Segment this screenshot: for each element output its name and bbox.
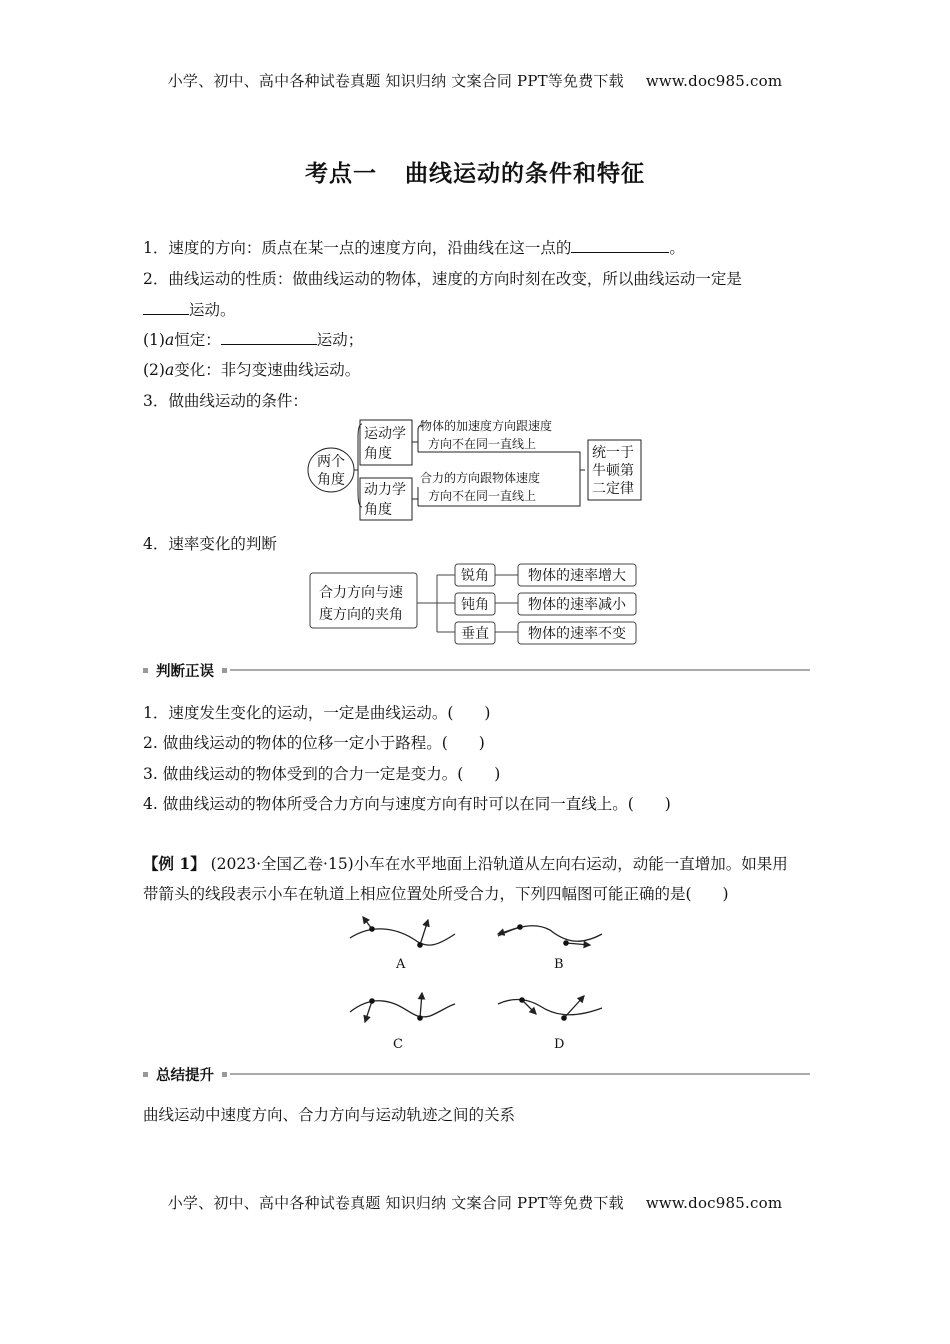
branch2-text-1: 动力学 bbox=[364, 482, 406, 498]
root-text-2: 度方向的夹角 bbox=[319, 607, 403, 623]
header-site[interactable]: www.doc985.com bbox=[645, 72, 783, 90]
row-1-result: 物体的速率增大 bbox=[528, 568, 626, 584]
join-brace bbox=[565, 452, 585, 470]
point-2-end: 运动。 bbox=[189, 301, 236, 319]
example-text-1: (2023·全国乙卷·15)小车在水平地面上沿轨道从左向右运动，动能一直增加。如果用 bbox=[205, 855, 788, 873]
example-label: 【例 1】 bbox=[143, 854, 206, 873]
result-text-2: 牛顿第 bbox=[592, 463, 634, 479]
answer-blank[interactable] bbox=[143, 299, 189, 315]
answer-blank[interactable] bbox=[571, 237, 669, 253]
title-part1: 考点一 bbox=[305, 161, 377, 187]
result-text-1: 统一于 bbox=[592, 445, 634, 461]
branch2-desc-1: 合力的方向跟物体速度 bbox=[420, 471, 541, 485]
point-2a bbox=[143, 328, 363, 350]
page-title bbox=[0, 155, 950, 188]
condition-diagram bbox=[300, 412, 650, 522]
branch2-text-2: 角度 bbox=[364, 502, 392, 518]
point-1-end: 。 bbox=[669, 239, 685, 257]
judge-item-3: 3. 做曲线运动的物体受到的合力一定是变力。( ) bbox=[143, 765, 501, 783]
example-line1 bbox=[143, 852, 788, 874]
point-1 bbox=[143, 236, 685, 258]
point-2b-text: 变化：非匀变速曲线运动。 bbox=[174, 361, 361, 379]
judge-heading: 判断正误 bbox=[156, 663, 214, 680]
point-1-text: 1．速度的方向：质点在某一点的速度方向，沿曲线在这一点的 bbox=[143, 239, 572, 257]
title-part2: 曲线运动的条件和特征 bbox=[405, 161, 645, 187]
option-a-point-1 bbox=[369, 926, 375, 932]
option-d-point-2 bbox=[561, 1015, 567, 1021]
branch1-desc-1: 物体的加速度方向跟速度 bbox=[420, 419, 553, 433]
footer-text: 小学、初中、高中各种试卷真题 知识归纳 文案合同 PPT等免费下载 bbox=[167, 1194, 624, 1212]
header-text: 小学、初中、高中各种试卷真题 知识归纳 文案合同 PPT等免费下载 bbox=[167, 72, 624, 90]
point-2a-prefix: (1) bbox=[143, 331, 165, 349]
center-text-1: 两个 bbox=[317, 454, 345, 470]
option-a-label[interactable]: A bbox=[396, 957, 406, 972]
footer-site[interactable]: www.doc985.com bbox=[645, 1194, 783, 1212]
option-b-force-1 bbox=[498, 927, 520, 934]
accel-symbol: a bbox=[164, 361, 175, 379]
judge-item-4: 4. 做曲线运动的物体所受合力方向与速度方向有时可以在同一直线上。( ) bbox=[143, 795, 671, 813]
option-d-point-1 bbox=[519, 997, 525, 1003]
branch1-text-2: 角度 bbox=[364, 446, 392, 462]
option-a-force-2 bbox=[420, 920, 428, 945]
summary-heading: 总结提升 bbox=[156, 1067, 214, 1084]
judge-section-header bbox=[143, 661, 810, 679]
summary-section-header bbox=[143, 1065, 810, 1083]
judge-item-1: 1．速度发生变化的运动，一定是曲线运动。( ) bbox=[143, 704, 491, 722]
option-b-force-2 bbox=[566, 943, 590, 945]
branch1-text-1: 运动学 bbox=[364, 426, 406, 442]
row-3-angle: 垂直 bbox=[461, 626, 489, 642]
point-2-line1: 2．曲线运动的性质：做曲线运动的物体，速度的方向时刻在改变，所以曲线运动一定是 bbox=[143, 270, 742, 288]
option-d-label[interactable]: D bbox=[554, 1037, 565, 1052]
branch2-desc-2: 方向不在同一直线上 bbox=[428, 489, 537, 503]
row-2-result: 物体的速率减小 bbox=[528, 597, 626, 613]
option-b-point-1 bbox=[517, 924, 523, 930]
option-c-force-2 bbox=[420, 993, 422, 1018]
point-2a-end: 运动； bbox=[316, 331, 364, 349]
option-c-force-1 bbox=[365, 1001, 372, 1022]
row-1-angle: 锐角 bbox=[461, 568, 489, 584]
option-d-track bbox=[498, 1000, 602, 1015]
option-b-label[interactable]: B bbox=[554, 957, 564, 972]
answer-blank[interactable] bbox=[221, 329, 317, 345]
example-line2: 带箭头的线段表示小车在轨道上相应位置处所受合力，下列四幅图可能正确的是( ) bbox=[143, 885, 729, 903]
speed-change-diagram bbox=[305, 560, 645, 646]
option-b-point-2 bbox=[563, 940, 569, 946]
center-text-2: 角度 bbox=[317, 472, 345, 488]
option-c-point-2 bbox=[417, 1015, 423, 1021]
option-a-track bbox=[350, 929, 455, 945]
root-text-1: 合力方向与速 bbox=[319, 585, 403, 601]
option-d-force-1 bbox=[522, 1000, 536, 1014]
example-figures bbox=[340, 912, 620, 1062]
point-2-line2 bbox=[143, 298, 236, 320]
option-a-point-2 bbox=[417, 942, 423, 948]
row-2-angle: 钝角 bbox=[461, 597, 489, 613]
point-2b-prefix: (2) bbox=[143, 361, 165, 379]
option-c-point-1 bbox=[369, 998, 375, 1004]
judge-item-2: 2. 做曲线运动的物体的位移一定小于路程。( ) bbox=[143, 734, 485, 752]
point-3: 3．做曲线运动的条件： bbox=[143, 392, 308, 410]
option-b-track bbox=[498, 926, 602, 942]
point-4: 4．速率变化的判断 bbox=[143, 535, 277, 553]
point-2a-text: 恒定： bbox=[174, 331, 221, 349]
page-header bbox=[0, 70, 950, 91]
option-c-track bbox=[350, 1001, 455, 1017]
option-c-label[interactable]: C bbox=[393, 1037, 403, 1052]
accel-symbol: a bbox=[164, 331, 175, 349]
summary-text: 曲线运动中速度方向、合力方向与运动轨迹之间的关系 bbox=[143, 1106, 516, 1124]
result-text-3: 二定律 bbox=[592, 481, 634, 497]
page-footer bbox=[0, 1192, 950, 1213]
branch1-desc-2: 方向不在同一直线上 bbox=[428, 437, 537, 451]
row-3-result: 物体的速率不变 bbox=[528, 626, 626, 642]
point-2b bbox=[143, 358, 360, 380]
